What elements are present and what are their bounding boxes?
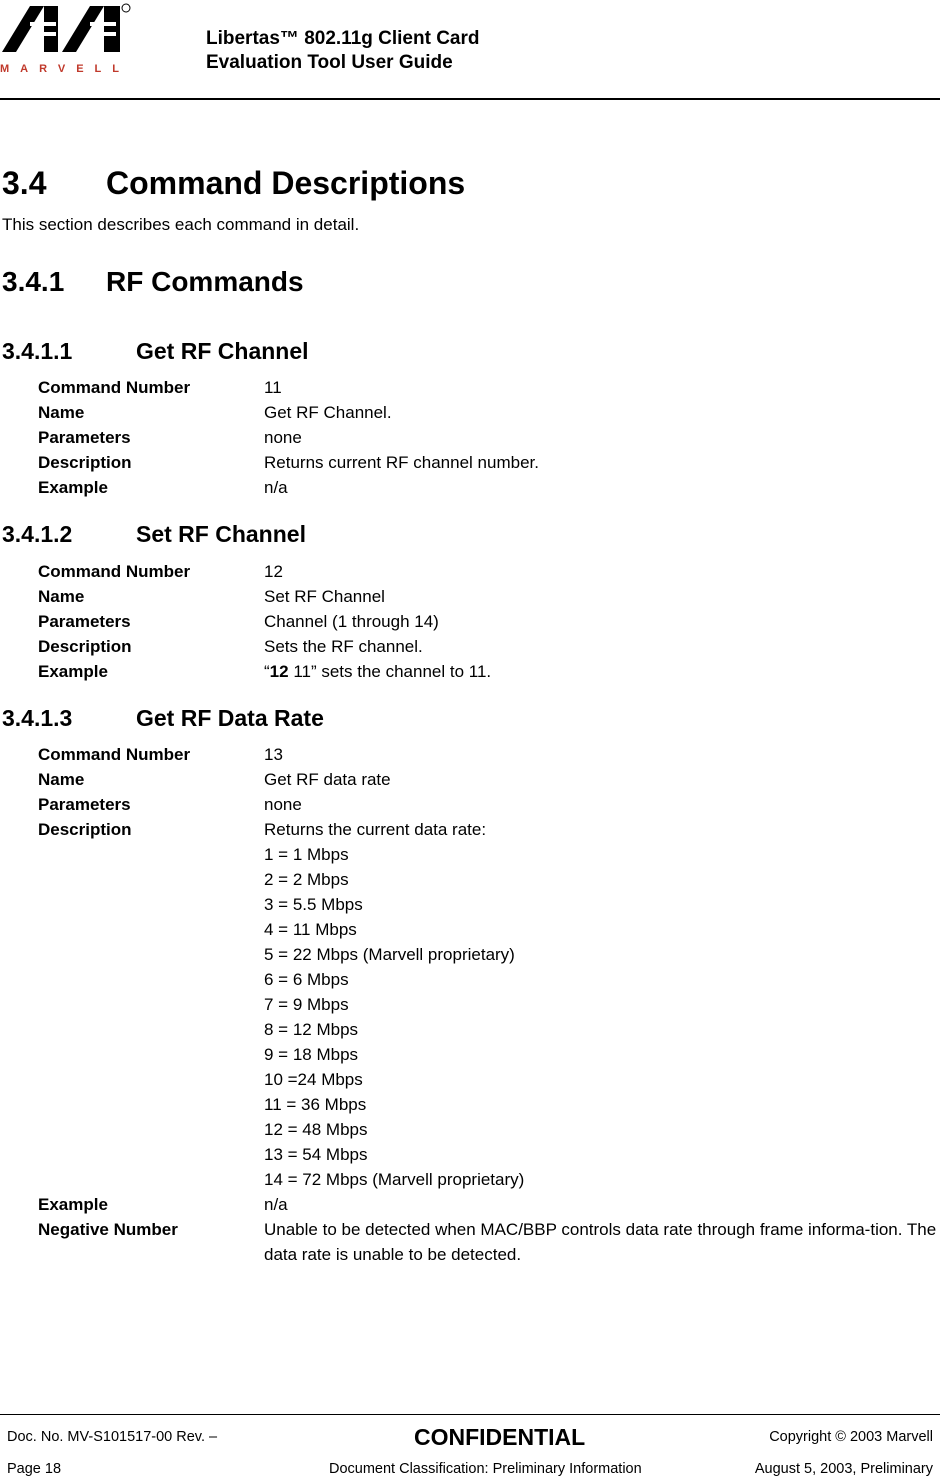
- section-heading: [2, 165, 465, 202]
- field-label: Description: [38, 453, 132, 472]
- command-heading-title: Set RF Channel: [136, 521, 306, 547]
- rate-item: 9 = 18 Mbps: [264, 1045, 359, 1064]
- command-heading-title: Get RF Channel: [136, 338, 309, 364]
- subsection-number: 3.4.1: [2, 266, 65, 297]
- field-label: Command Number: [38, 562, 191, 581]
- footer-copyright: Copyright © 2003 Marvell: [769, 1429, 933, 1445]
- rate-item: 3 = 5.5 Mbps: [264, 895, 363, 914]
- command-heading-number: 3.4.1.1: [2, 338, 73, 364]
- field-row: [38, 425, 302, 450]
- header-rule: [0, 98, 940, 100]
- rate-item: 13 = 54 Mbps: [264, 1145, 368, 1164]
- example-text: 11” sets the channel to 11.: [288, 662, 492, 681]
- rate-item: 11 = 36 Mbps: [264, 1095, 367, 1114]
- footer-confidential: CONFIDENTIAL: [414, 1424, 586, 1450]
- rate-item: 5 = 22 Mbps (Marvell proprietary): [264, 945, 515, 964]
- field-value: n/a: [264, 478, 288, 497]
- field-row: [38, 792, 302, 817]
- field-value: Get RF data rate: [264, 770, 391, 789]
- command-heading-title: Get RF Data Rate: [136, 705, 324, 731]
- rate-item: 4 = 11 Mbps: [264, 920, 357, 939]
- field-row: [38, 559, 283, 584]
- field-row: [38, 475, 288, 500]
- field-row: [38, 375, 282, 400]
- field-value: 13: [264, 745, 283, 764]
- rate-item: 12 = 48 Mbps: [264, 1120, 368, 1139]
- field-row: [38, 634, 423, 659]
- rate-item: 14 = 72 Mbps (Marvell proprietary): [264, 1170, 525, 1189]
- field-label: Example: [38, 662, 108, 681]
- field-label: Parameters: [38, 612, 131, 631]
- document-title: [206, 27, 480, 75]
- field-label: Name: [38, 770, 85, 789]
- field-row: [38, 400, 392, 425]
- rate-item: 7 = 9 Mbps: [264, 995, 349, 1014]
- section-number: 3.4: [2, 165, 47, 201]
- footer-page-number: Page 18: [7, 1461, 62, 1477]
- field-value: Get RF Channel.: [264, 403, 392, 422]
- field-label: Example: [38, 1195, 108, 1214]
- field-row: [38, 742, 283, 767]
- field-row: [38, 450, 539, 475]
- command-heading-set-rf-channel: [2, 521, 306, 548]
- rate-list: [264, 842, 524, 1192]
- field-label: Parameters: [38, 795, 131, 814]
- field-label: Command Number: [38, 745, 191, 764]
- rate-item: 6 = 6 Mbps: [264, 970, 349, 989]
- subsection-title: RF Commands: [106, 266, 304, 297]
- field-row: [38, 767, 391, 792]
- field-value: Returns current RF channel number.: [264, 453, 539, 472]
- field-value: [264, 662, 491, 681]
- field-value: Set RF Channel: [264, 587, 385, 606]
- field-row: [38, 609, 439, 634]
- rate-item: 2 = 2 Mbps: [264, 870, 349, 889]
- command-heading-number: 3.4.1.2: [2, 521, 73, 547]
- footer-doc-number: Doc. No. MV-S101517-00 Rev. –: [7, 1429, 218, 1445]
- field-label: Description: [38, 820, 132, 839]
- field-value: none: [264, 428, 302, 447]
- command-heading-number: 3.4.1.3: [2, 705, 73, 731]
- rate-item: 10 =24 Mbps: [264, 1070, 363, 1089]
- footer-rule: [0, 1414, 940, 1415]
- field-row: [38, 659, 491, 684]
- example-quote: “: [264, 662, 270, 681]
- field-value: Returns the current data rate:: [264, 820, 487, 839]
- section-intro: This section describes each command in detail.: [2, 215, 360, 234]
- field-value: Channel (1 through 14): [264, 612, 439, 631]
- field-label: Parameters: [38, 428, 131, 447]
- field-label: Command Number: [38, 378, 191, 397]
- document-title-line2: Evaluation Tool User Guide: [206, 52, 453, 73]
- field-row: [38, 1192, 288, 1217]
- footer-classification: Document Classification: Preliminary Information: [329, 1461, 642, 1477]
- field-row: [38, 1217, 264, 1242]
- field-value: 11: [264, 378, 282, 397]
- document-title-line1: Libertas™ 802.11g Client Card: [206, 28, 480, 49]
- field-value: none: [264, 795, 302, 814]
- svg-text:MARVELL: MARVELL: [0, 63, 130, 75]
- field-label: Name: [38, 403, 85, 422]
- field-value: Sets the RF channel.: [264, 637, 423, 656]
- command-heading-get-rf-data-rate: [2, 705, 324, 732]
- footer-date: August 5, 2003, Preliminary: [754, 1461, 933, 1477]
- field-label: Negative Number: [38, 1220, 178, 1239]
- section-title: Command Descriptions: [106, 165, 466, 201]
- field-label: Example: [38, 478, 108, 497]
- field-value: 12: [264, 562, 283, 581]
- command-heading-get-rf-channel: [2, 338, 309, 365]
- field-label: Name: [38, 587, 85, 606]
- subsection-heading: [2, 266, 304, 298]
- field-value: n/a: [264, 1195, 288, 1214]
- field-row: [38, 817, 486, 842]
- field-row: [38, 584, 385, 609]
- rate-item: 1 = 1 Mbps: [264, 845, 349, 864]
- field-value-negative-number: Unable to be detected when MAC/BBP controls data rate through frame informa-tion. The data rate is unable to be detected.: [264, 1220, 937, 1264]
- field-label: Description: [38, 637, 132, 656]
- example-command-code: 12: [269, 662, 289, 681]
- rate-item: 8 = 12 Mbps: [264, 1020, 359, 1039]
- marvell-logo: [0, 0, 150, 80]
